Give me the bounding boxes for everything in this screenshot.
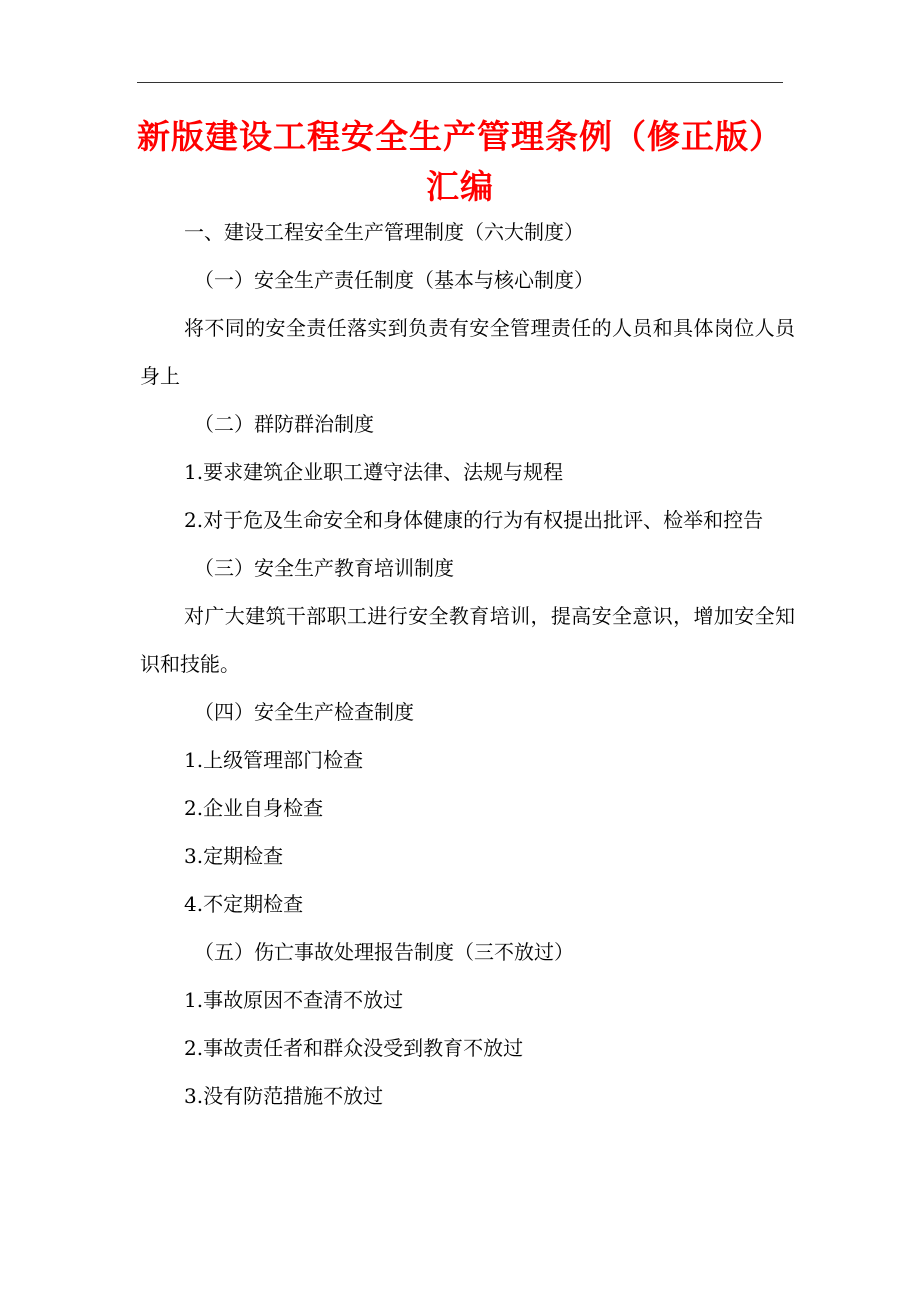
list-item: 1.上级管理部门检查 [184,748,364,772]
section-heading-1: 一、建设工程安全生产管理制度（六大制度） [184,220,584,244]
subsection-heading-1: （一）安全生产责任制度（基本与核心制度） [194,268,594,292]
subsection-heading-3: （三）安全生产教育培训制度 [194,556,454,580]
document-title: 新版建设工程安全生产管理条例（修正版）汇编 [137,117,783,206]
subsection-heading-5: （五）伤亡事故处理报告制度（三不放过） [194,940,574,964]
list-item: 1.要求建筑企业职工遵守法律、法规与规程 [184,460,564,484]
subsection-heading-4: （四）安全生产检查制度 [194,700,414,724]
document-body [140,208,795,1120]
list-item: 2.事故责任者和群众没受到教育不放过 [184,1036,524,1060]
list-item: 3.没有防范措施不放过 [184,1084,384,1108]
list-item: 1.事故原因不查清不放过 [184,988,404,1012]
list-item: 2.对于危及生命安全和身体健康的行为有权提出批评、检举和控告 [184,508,764,532]
paragraph: 将不同的安全责任落实到负责有安全管理责任的人员和具体岗位人员身上 [140,316,795,388]
list-item: 2.企业自身检查 [184,796,324,820]
subsection-heading-2: （二）群防群治制度 [194,412,374,436]
header-rule [137,82,783,83]
list-item: 3.定期检查 [184,844,284,868]
paragraph: 对广大建筑干部职工进行安全教育培训，提高安全意识，增加安全知识和技能。 [140,604,795,676]
list-item: 4.不定期检查 [184,892,304,916]
